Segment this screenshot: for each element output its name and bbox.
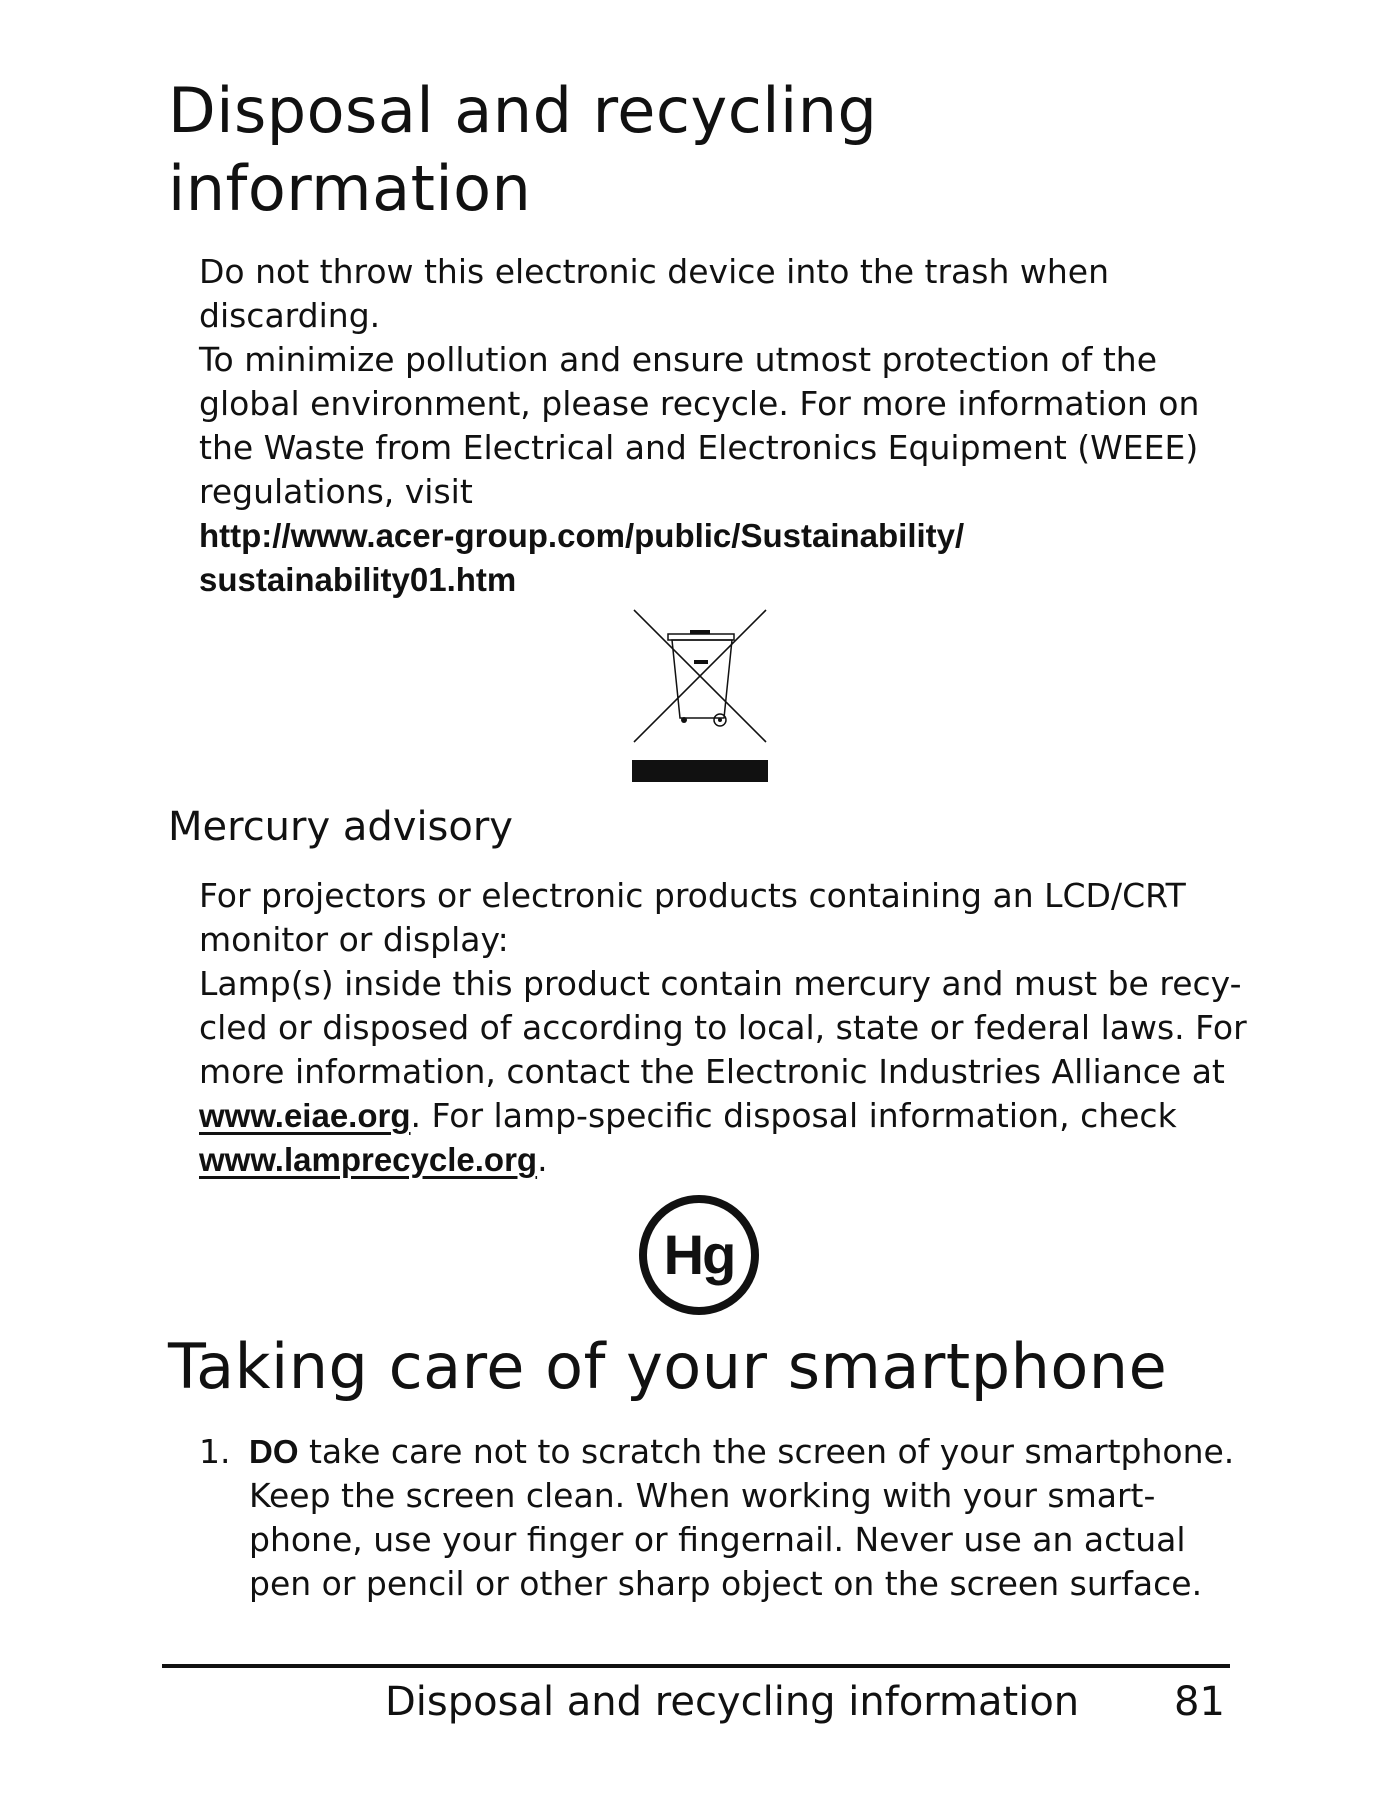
text-line: Lamp(s) inside this product contain mercury and must be recy- (199, 964, 1242, 1003)
text-line: Do not throw this electronic device into the trash when (199, 252, 1109, 291)
list-item-body (249, 1430, 1234, 1606)
text-line: regulations, visit (199, 472, 473, 511)
page-number: 81 (1174, 1679, 1225, 1725)
text-line (199, 1138, 1239, 1182)
text-line: pen or pencil or other sharp object on the screen surface. (249, 1564, 1203, 1603)
title-line: information (168, 152, 532, 225)
list-number: 1. (199, 1432, 231, 1471)
disposal-paragraph (199, 250, 1239, 602)
text-line: more information, contact the Electronic Industries Alliance at (199, 1052, 1225, 1091)
mercury-paragraph (199, 874, 1247, 1182)
text-line: cled or disposed of according to local, state or federal laws. For (199, 1008, 1247, 1047)
text-fragment: . For lamp-specific disposal information, check (410, 1096, 1177, 1135)
mercury-hg-icon (636, 1192, 762, 1318)
text-line (199, 1094, 1239, 1138)
section-title-mercury: Mercury advisory (168, 804, 513, 850)
acer-sustainability-link[interactable]: http://www.acer-group.com/public/Sustainability/ (199, 517, 965, 554)
lamprecycle-link[interactable]: www.lamprecycle.org (199, 1141, 538, 1178)
text-line: To minimize pollution and ensure utmost protection of the (199, 340, 1158, 379)
section-title-smartphone-care: Taking care of your smartphone (168, 1330, 1168, 1403)
text-line (249, 1430, 1234, 1474)
list-item (199, 1430, 1259, 1610)
text-line: monitor or display: (199, 920, 509, 959)
text-line: phone, use your finger or fingernail. Never use an actual (249, 1520, 1186, 1559)
text-line: For projectors or electronic products containing an LCD/CRT (199, 876, 1186, 915)
footer-section-name: Disposal and recycling information (385, 1679, 1080, 1725)
title-line: Disposal and recycling (168, 74, 878, 147)
section-title-disposal (168, 72, 877, 228)
text-line: Keep the screen clean. When working with your smart- (249, 1476, 1156, 1515)
acer-sustainability-link-cont[interactable]: sustainability01.htm (199, 561, 517, 598)
eiae-link[interactable]: www.eiae.org (199, 1097, 411, 1134)
text-fragment: take care not to scratch the screen of your smartphone. (298, 1432, 1235, 1471)
text-line: discarding. (199, 296, 381, 335)
footer-divider (162, 1664, 1230, 1668)
do-keyword: DO (249, 1433, 299, 1470)
text-line: global environment, please recycle. For more information on (199, 384, 1200, 423)
weee-crossed-bin-icon (630, 608, 770, 788)
mercury-symbol-text: Hg (663, 1223, 735, 1286)
text-fragment: . (537, 1140, 548, 1179)
text-line: the Waste from Electrical and Electronics Equipment (WEEE) (199, 428, 1199, 467)
